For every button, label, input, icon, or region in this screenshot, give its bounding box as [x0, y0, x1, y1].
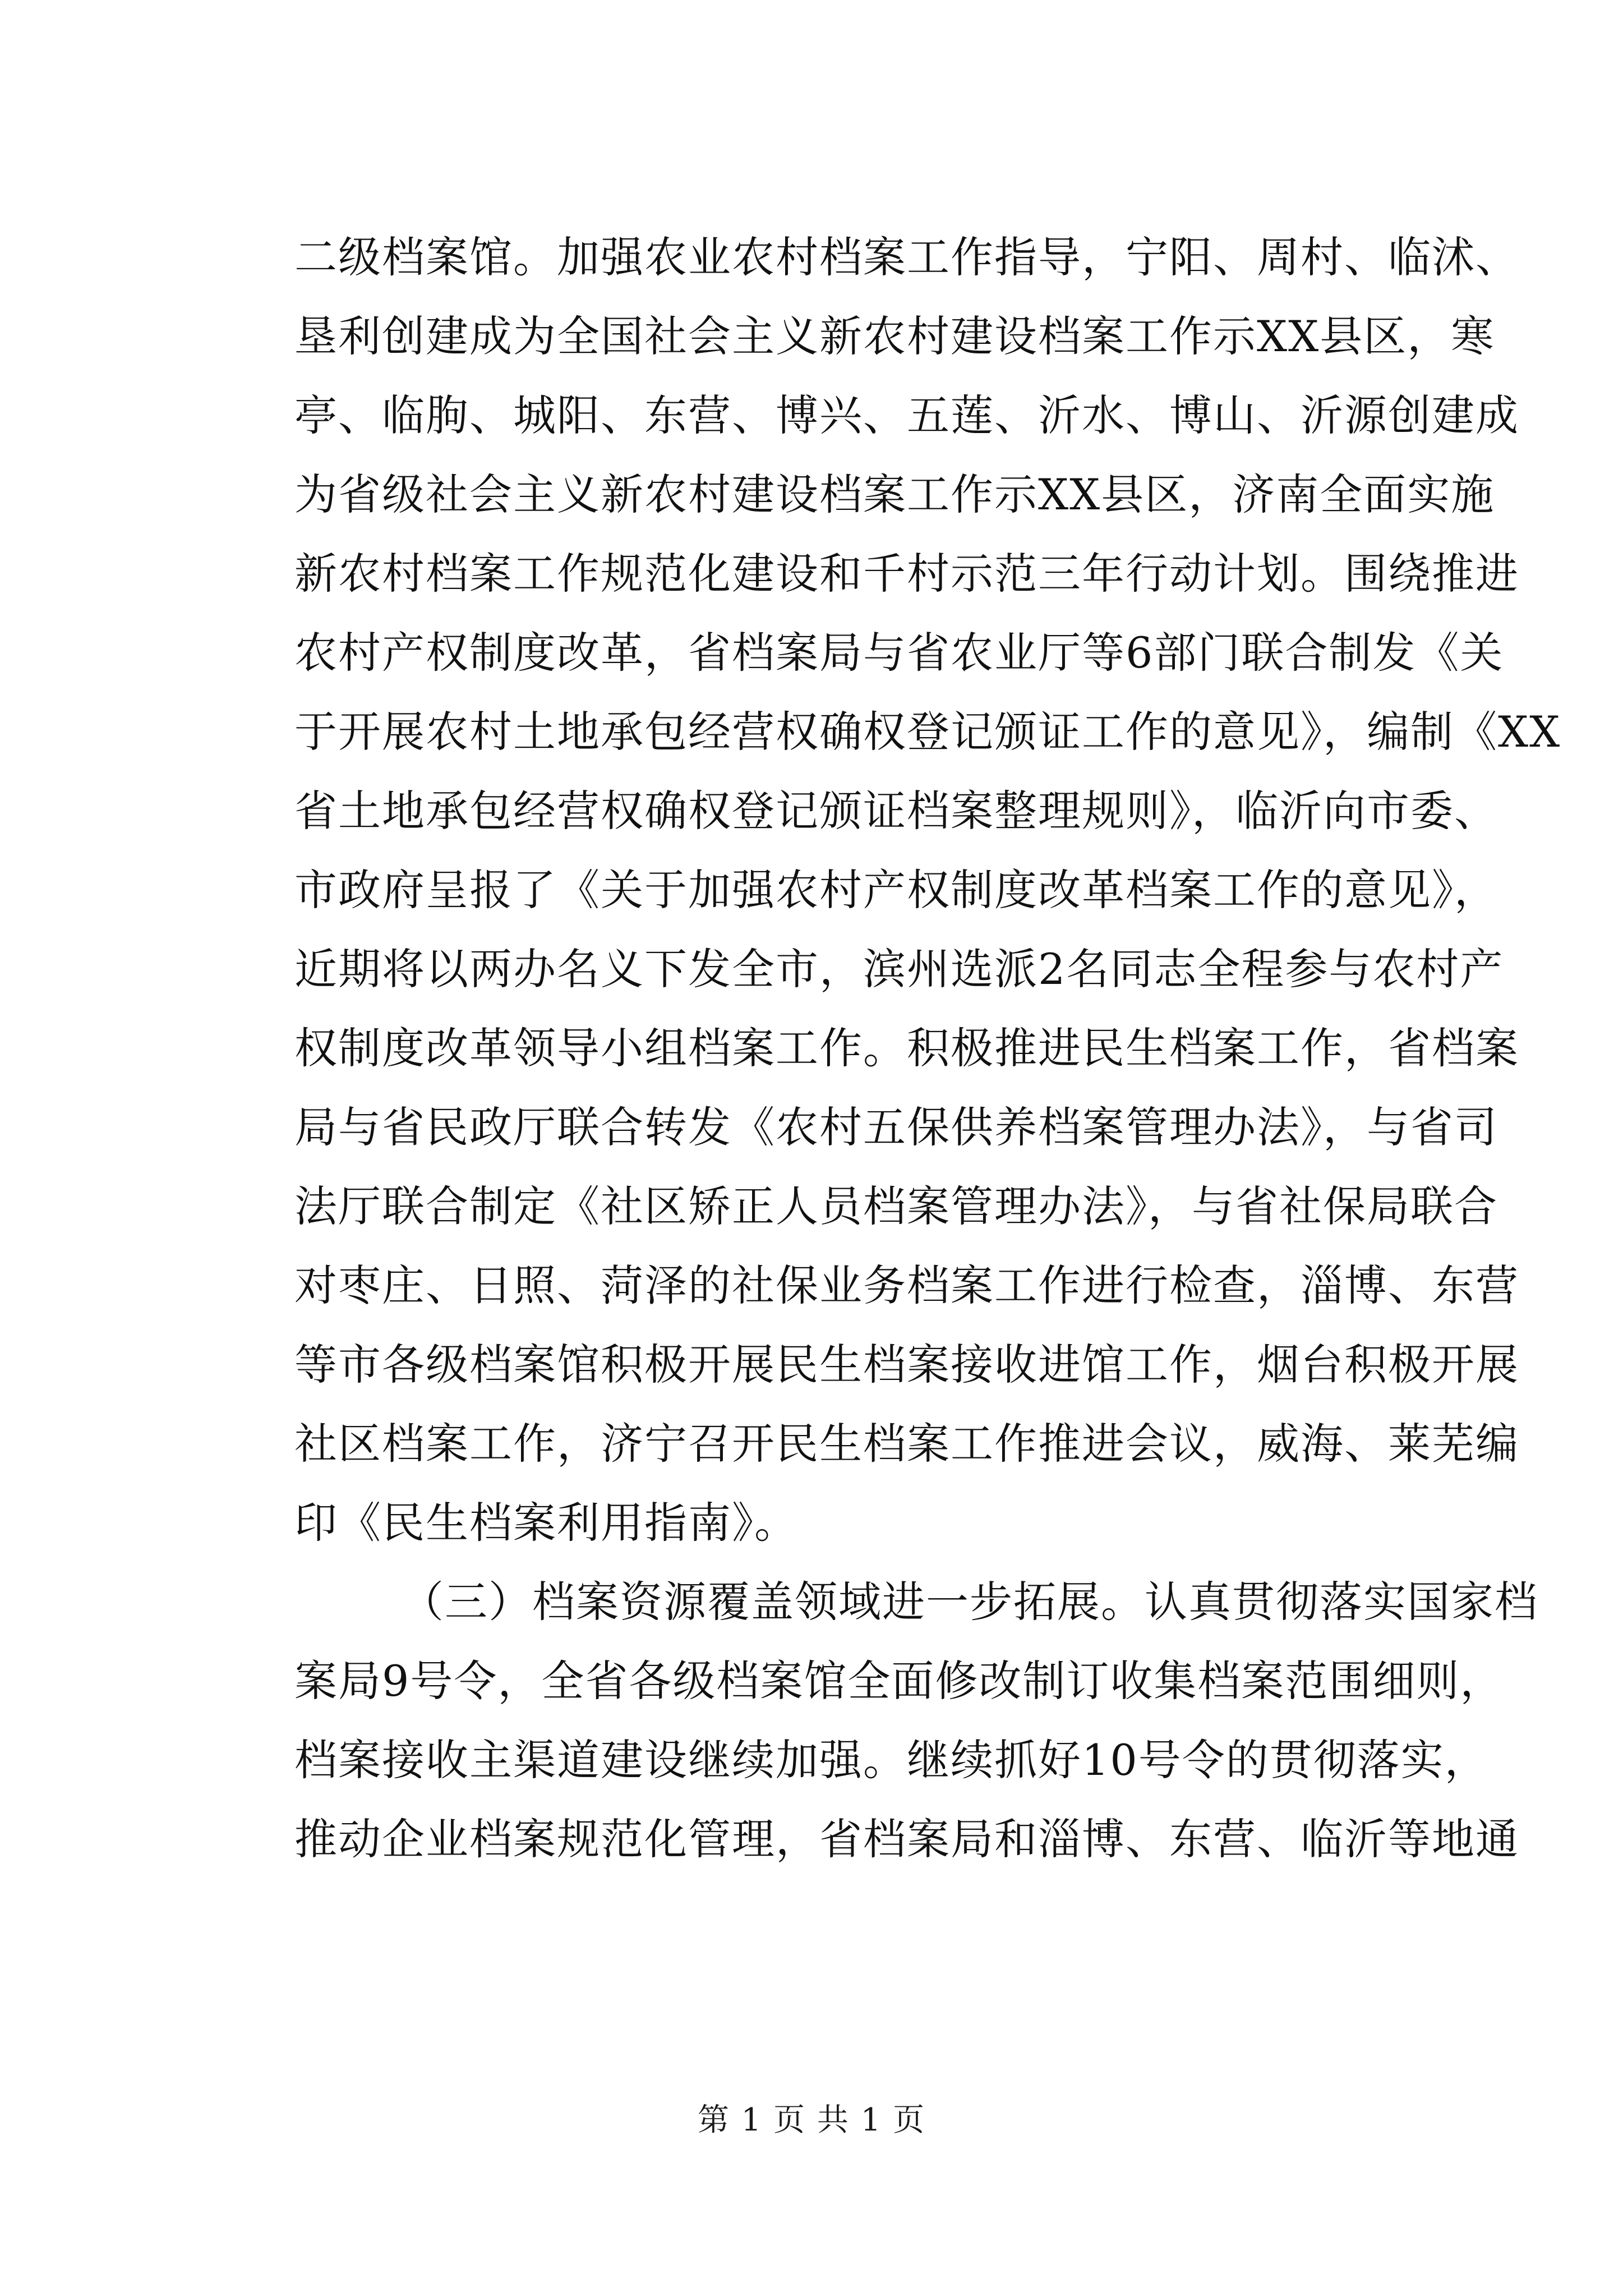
text-line: 新农村档案工作规范化建设和千村示范三年行动计划。围绕推进 [294, 549, 1519, 599]
text-line: 近期将以两办名义下发全市，滨州选派2名同志全程参与农村产 [294, 944, 1504, 994]
text-line: 亭、临朐、城阳、东营、博兴、五莲、沂水、博山、沂源创建成 [294, 390, 1519, 440]
section-heading-line: （三）档案资源覆盖领域进一步拓展。认真贯彻落实国家档 [401, 1577, 1538, 1627]
text-line: 法厅联合制定《社区矫正人员档案管理办法》，与省社保局联合 [294, 1181, 1498, 1231]
page-footer: 第 1 页 共 1 页 [697, 2102, 926, 2138]
text-line: 为省级社会主义新农村建设档案工作示XX县区，济南全面实施 [294, 470, 1495, 519]
text-line: 等市各级档案馆积极开展民生档案接收进馆工作，烟台积极开展 [294, 1340, 1519, 1389]
text-line: 市政府呈报了《关于加强农村产权制度改革档案工作的意见》， [294, 865, 1498, 915]
text-line: 档案接收主渠道建设继续加强。继续抓好10号令的贯彻落实， [294, 1735, 1488, 1785]
text-line: 推动企业档案规范化管理，省档案局和淄博、东营、临沂等地通 [294, 1814, 1519, 1864]
text-line: 垦利创建成为全国社会主义新农村建设档案工作示XX县区，寒 [294, 311, 1495, 361]
text-line: 案局9号令，全省各级档案馆全面修改制订收集档案范围细则， [294, 1656, 1504, 1706]
text-line: 对枣庄、日照、菏泽的社保业务档案工作进行检查，淄博、东营 [294, 1260, 1519, 1310]
text-line: 社区档案工作，济宁召开民生档案工作推进会议，威海、莱芜编 [294, 1419, 1519, 1469]
text-line: 印《民生档案利用指南》。 [294, 1498, 798, 1548]
text-line: 权制度改革领导小组档案工作。积极推进民生档案工作，省档案 [294, 1023, 1519, 1073]
text-line: 局与省民政厅联合转发《农村五保供养档案管理办法》，与省司 [294, 1102, 1498, 1152]
text-line: 于开展农村土地承包经营权确权登记颁证工作的意见》，编制《XX [294, 707, 1561, 757]
text-line: 二级档案馆。加强农业农村档案工作指导，宁阳、周村、临沭、 [294, 232, 1519, 282]
body-text [294, 218, 1561, 1879]
text-line: 省土地承包经营权确权登记颁证档案整理规则》，临沂向市委、 [294, 786, 1498, 836]
text-line: 农村产权制度改革，省档案局与省农业厅等6部门联合制发《关 [294, 628, 1504, 678]
